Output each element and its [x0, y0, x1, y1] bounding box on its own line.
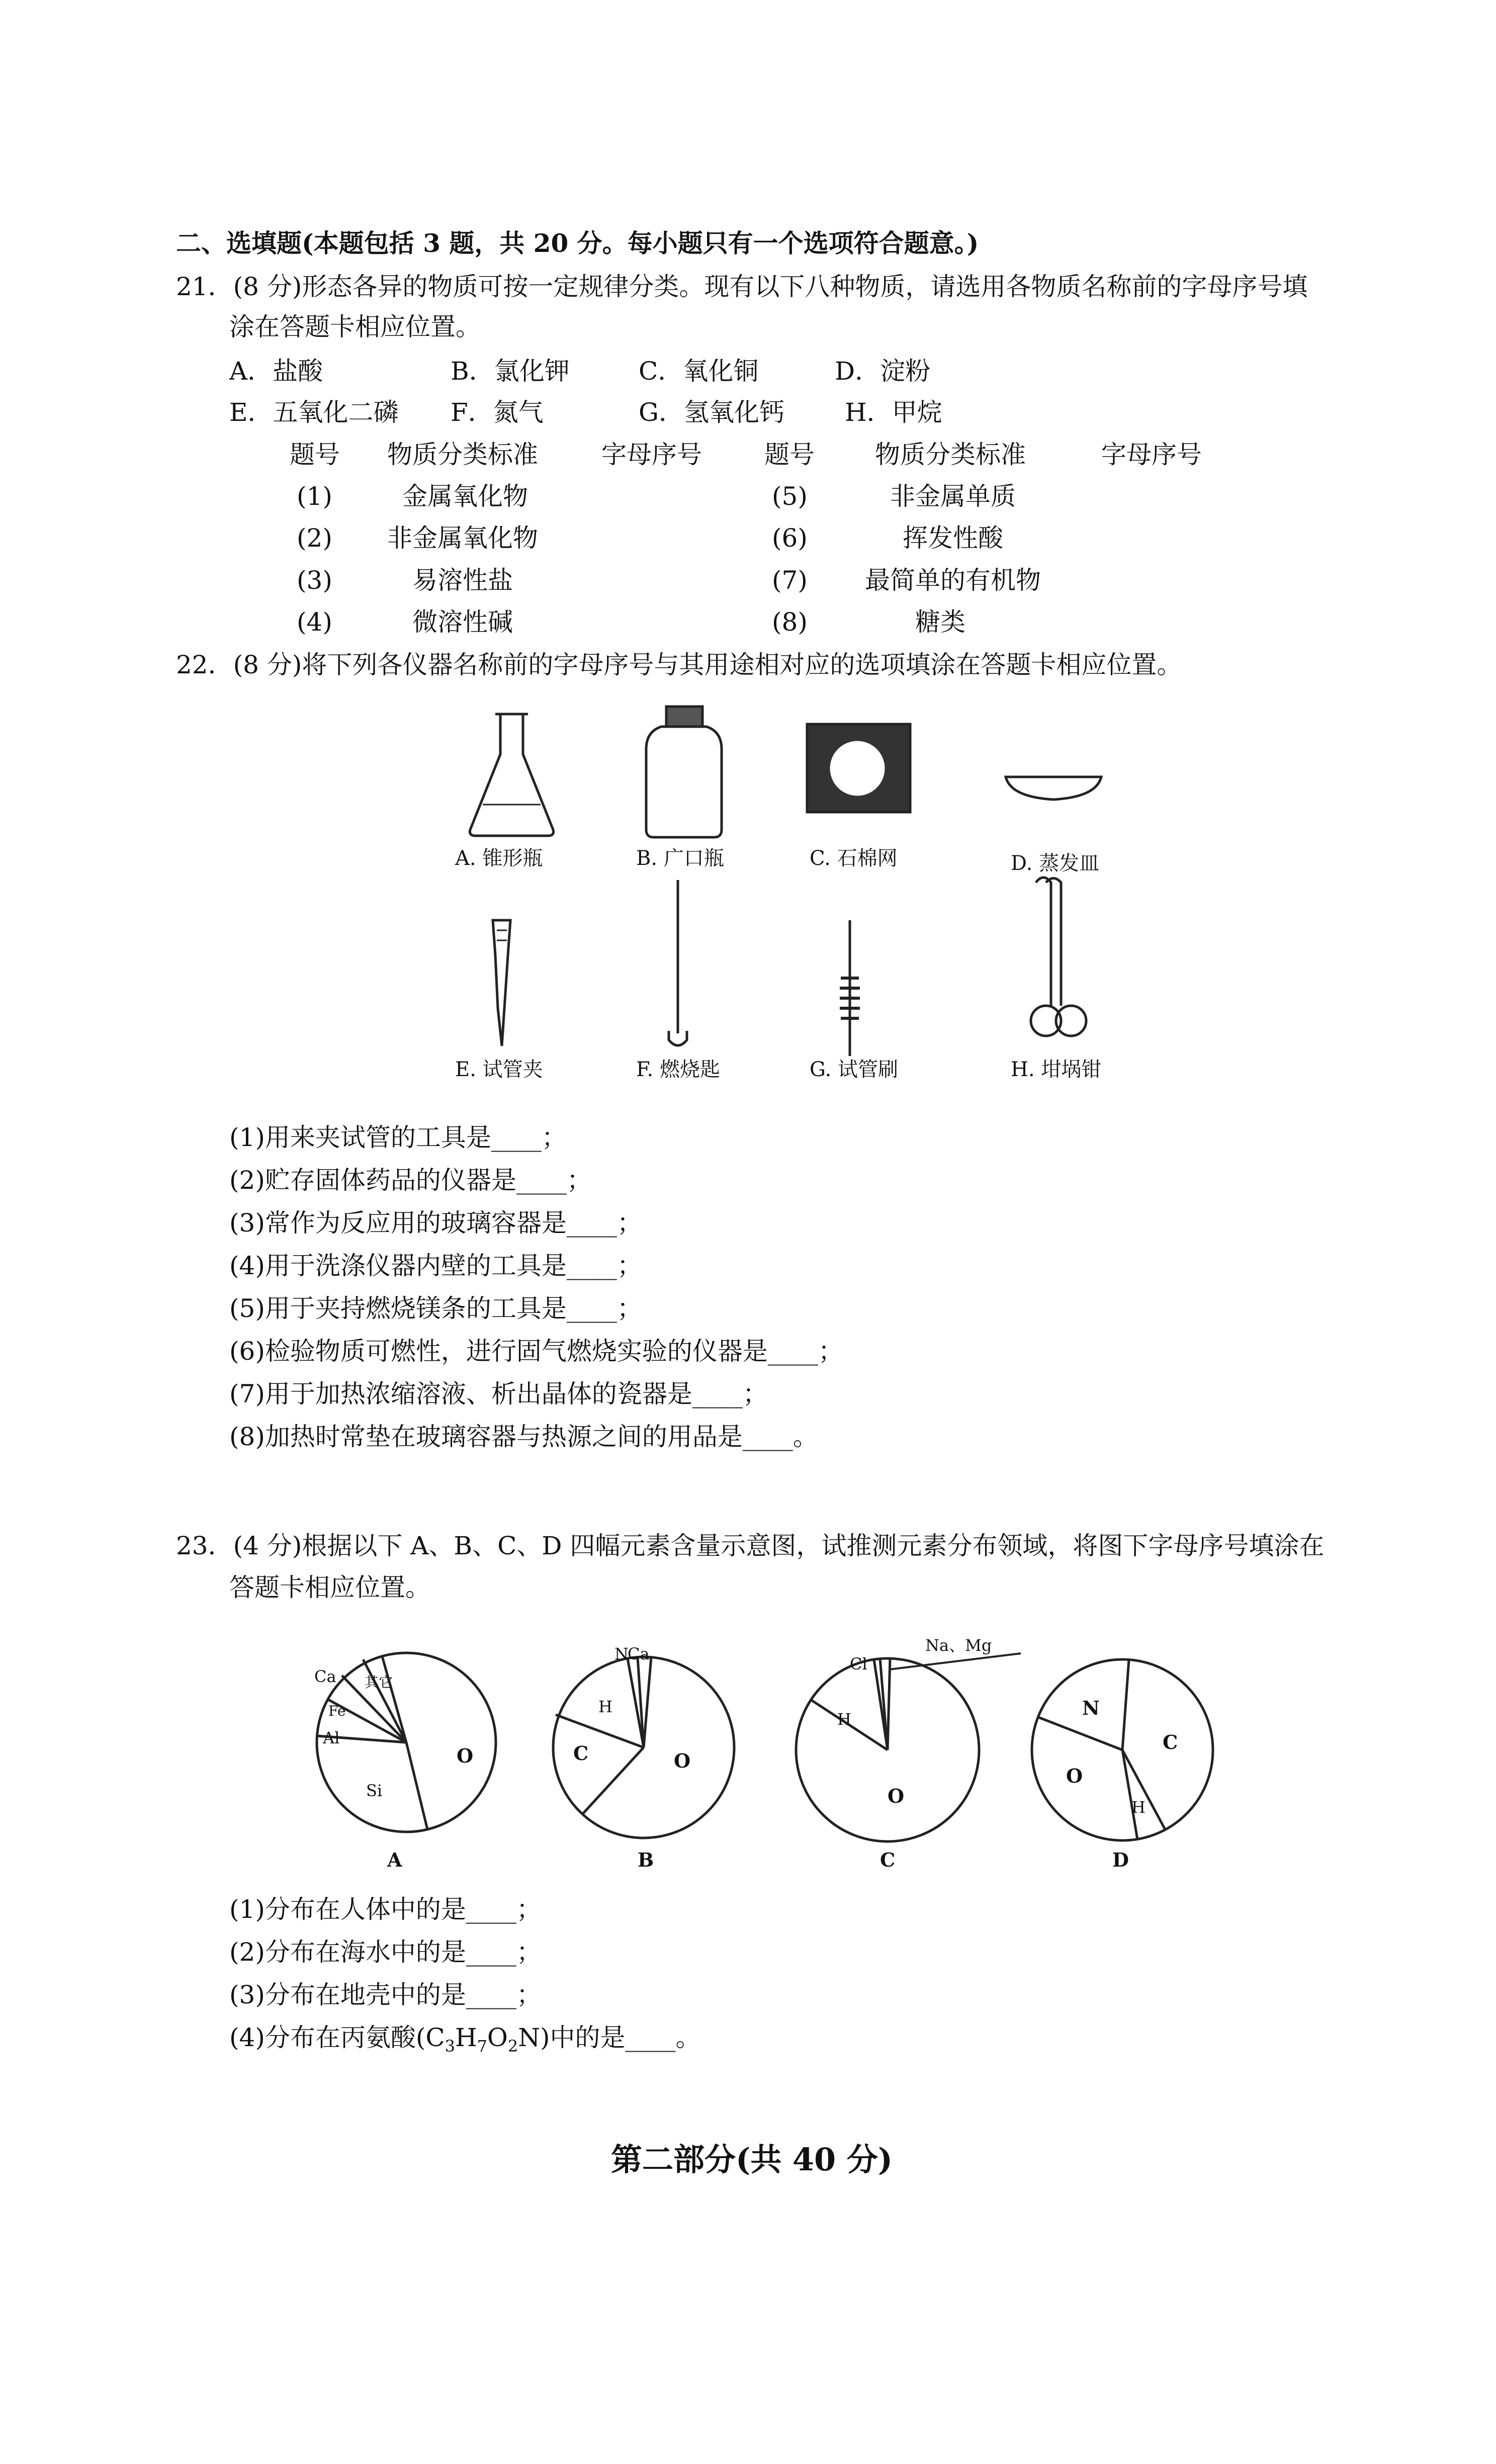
svg-text:O: O	[888, 1785, 905, 1807]
svg-text:Si: Si	[366, 1781, 383, 1800]
svg-text:Cl: Cl	[850, 1654, 867, 1674]
table-cell: 挥发性酸	[903, 523, 1003, 553]
q22-item: (3)常作为反应用的玻璃容器是____；	[229, 1208, 642, 1238]
section-heading: 二、选填题(本题包括 3 题，共 20 分。每小题只有一个选项符合题意。)	[176, 228, 979, 258]
pie-a	[317, 1653, 496, 1832]
q23-item: (1)分布在人体中的是____；	[229, 1895, 542, 1924]
svg-text:Fe: Fe	[328, 1703, 346, 1719]
pie-d	[1032, 1659, 1213, 1840]
table-header: 题号	[290, 440, 340, 469]
table-cell: (3)	[297, 566, 332, 595]
instrument-caption: B. 广口瓶	[636, 847, 724, 870]
q21-option: D．淀粉	[835, 357, 931, 386]
q23-item-4: (4)分布在丙氨酸$(C_3H_7O_2N)$中的是____。	[229, 2023, 701, 2056]
table-cell: 微溶性碱	[412, 607, 513, 637]
svg-text:N: N	[1082, 1697, 1100, 1719]
instrument-caption: F. 燃烧匙	[636, 1058, 720, 1081]
instrument-caption: G. 试管刷	[810, 1058, 898, 1081]
table-cell: 易溶性盐	[412, 566, 513, 595]
q21-option: E．五氧化二磷	[229, 398, 399, 427]
q23-stem-line2: 答题卡相应位置。	[229, 1573, 430, 1602]
q23-item: (3)分布在地壳中的是____；	[229, 1980, 542, 2009]
q22-item: (8)加热时常垫在玻璃容器与热源之间的用品是____。	[229, 1422, 818, 1451]
table-cell: 非金属单质	[890, 482, 1016, 511]
part2-title: 第二部分(共 40 分)	[611, 2141, 893, 2178]
table-cell: (4)	[297, 607, 332, 637]
svg-text:C: C	[1163, 1731, 1178, 1753]
table-cell: 金属氧化物	[402, 482, 528, 511]
svg-text:H: H	[837, 1710, 851, 1729]
q22-item: (7)用于加热浓缩溶液、析出晶体的瓷器是____；	[229, 1379, 768, 1409]
instrument-caption: E. 试管夹	[455, 1058, 543, 1081]
instrument-caption: H. 坩埚钳	[1011, 1058, 1102, 1081]
q21-option: B．氯化钾	[451, 357, 570, 386]
svg-text:Al: Al	[323, 1728, 340, 1747]
instrument-caption: D. 蒸发皿	[1011, 852, 1100, 875]
pie-caption: D	[1112, 1849, 1129, 1871]
q21-option: H．甲烷	[845, 398, 942, 427]
svg-text:N: N	[614, 1644, 629, 1663]
instrument-caption: A. 锥形瓶	[455, 847, 543, 870]
q21-option: F．氮气	[451, 398, 544, 427]
svg-text:O: O	[674, 1749, 691, 1772]
q21-option: A．盐酸	[229, 357, 323, 386]
q21-stem-line1: 21．(8 分)形态各异的物质可按一定规律分类。现有以下八种物质，请选用各物质名称前的字母序号填	[176, 272, 1308, 301]
q23-item: (2)分布在海水中的是____；	[229, 1938, 542, 1967]
svg-text:O: O	[1066, 1765, 1083, 1787]
table-cell: (6)	[772, 523, 808, 553]
q22-item: (1)用来夹试管的工具是____；	[229, 1123, 567, 1152]
table-header: 字母序号	[601, 440, 702, 469]
q22-item: (5)用于夹持燃烧镁条的工具是____；	[229, 1294, 642, 1323]
table-cell: (8)	[772, 607, 808, 637]
q22-item: (2)贮存固体药品的仪器是____；	[229, 1166, 592, 1195]
q22-item: (4)用于洗涤仪器内壁的工具是____；	[229, 1251, 642, 1280]
table-cell: (1)	[297, 482, 332, 511]
svg-text:Ca: Ca	[314, 1667, 336, 1686]
table-cell: 糖类	[915, 607, 965, 637]
svg-text:Ca: Ca	[628, 1644, 650, 1663]
table-cell: (2)	[297, 523, 332, 553]
svg-text:Na、Mg: Na、Mg	[925, 1636, 992, 1655]
pie-caption: A	[387, 1849, 402, 1871]
svg-text:H: H	[1131, 1798, 1146, 1817]
table-header: 题号	[764, 440, 815, 469]
table-header: 物质分类标准	[875, 440, 1026, 469]
svg-text:C: C	[573, 1742, 589, 1765]
q21-stem-line2: 涂在答题卡相应位置。	[229, 312, 481, 341]
table-header: 物质分类标准	[387, 440, 538, 469]
instrument-caption: C. 石棉网	[810, 847, 898, 870]
table-cell: (7)	[772, 566, 808, 595]
pie-caption: C	[880, 1849, 896, 1871]
q23-stem-line1: 23．(4 分)根据以下 A、B、C、D 四幅元素含量示意图，试推测元素分布领域，将图下字母序号填涂在	[176, 1531, 1325, 1560]
table-cell: 最简单的有机物	[865, 566, 1041, 595]
q22-stem: 22．(8 分)将下列各仪器名称前的字母序号与其用途相对应的选项填涂在答题卡相应位置。	[176, 650, 1182, 679]
svg-text:其它: 其它	[365, 1674, 393, 1691]
pie-caption: B	[638, 1849, 654, 1871]
table-cell: 非金属氧化物	[387, 523, 538, 553]
q21-option: G．氢氧化钙	[639, 398, 784, 427]
q21-option: C．氧化铜	[639, 357, 759, 386]
table-cell: (5)	[772, 482, 808, 511]
pie-c	[796, 1653, 1021, 1841]
table-header: 字母序号	[1101, 440, 1202, 469]
svg-text:O: O	[457, 1744, 474, 1767]
q22-item: (6)检验物质可燃性，进行固气燃烧实验的仪器是____；	[229, 1337, 843, 1366]
svg-text:H: H	[598, 1697, 612, 1716]
